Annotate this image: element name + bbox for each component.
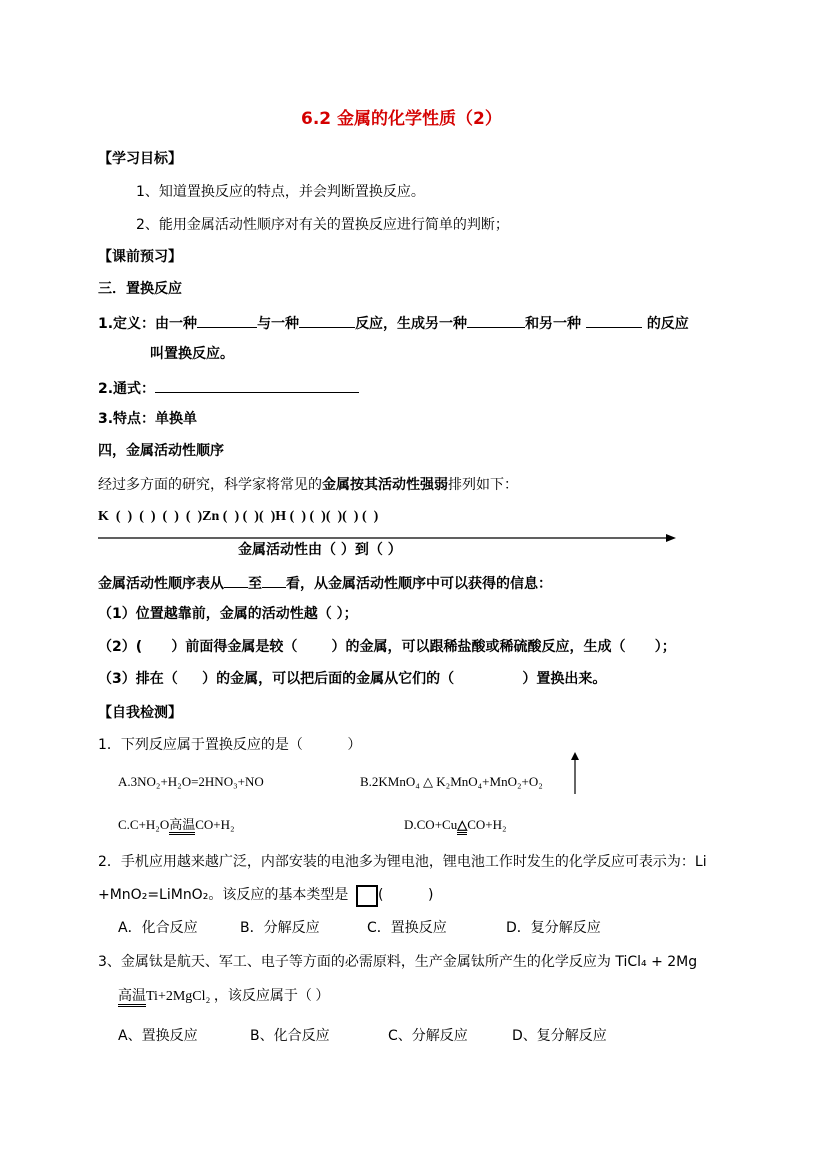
answer-box[interactable] bbox=[356, 885, 378, 907]
up-arrow bbox=[568, 752, 582, 796]
objective-1: 1、知道置换反应的特点，并会判断置换反应。 bbox=[136, 184, 425, 200]
q1-stem: 1．下列反应属于置换反应的是（ ） bbox=[98, 737, 362, 753]
order-b: 至 bbox=[248, 576, 262, 592]
arrow-label: 金属活动性由（ ）到（ ） bbox=[238, 542, 402, 558]
order-line bbox=[98, 573, 552, 593]
q3-stem-1: 3、金属钛是航天、军工、电子等方面的必需原料，生产金属钛所产生的化学反应为 TiCl₄ + 2Mg bbox=[98, 954, 698, 970]
order-blank-1[interactable] bbox=[224, 573, 248, 588]
section-selfcheck: 【自我检测】 bbox=[98, 705, 182, 721]
formula-label: 2.通式： bbox=[98, 381, 156, 397]
q1-option-b[interactable]: B.2KMnO₄ △ K₂MnO₄+MnO₂+O₂ bbox=[360, 774, 543, 789]
q1-c-condition: 高温 bbox=[169, 817, 195, 835]
intro-a: 经过多方面的研究，科学家将常见的 bbox=[98, 477, 322, 493]
q2-option-b[interactable]: B．分解反应 bbox=[240, 920, 320, 936]
q3-products: Ti+2MgCl₂ ，该反应属于（ ） bbox=[146, 989, 330, 1004]
order-blank-2[interactable] bbox=[262, 573, 286, 588]
q3-option-b[interactable]: B、化合反应 bbox=[250, 1028, 330, 1044]
section-objectives: 【学习目标】 bbox=[98, 151, 182, 167]
info-1: （1）位置越靠前，金属的活动性越（ ）； bbox=[98, 606, 358, 622]
page-title: 6.2 金属的化学性质（2） bbox=[301, 109, 502, 129]
q3-option-d[interactable]: D、复分解反应 bbox=[512, 1028, 607, 1044]
feature-line: 3.特点：单换单 bbox=[98, 411, 198, 427]
q1-option-c[interactable] bbox=[118, 816, 235, 834]
blank-3[interactable] bbox=[467, 313, 525, 328]
order-a: 金属活动性顺序表从 bbox=[98, 576, 224, 592]
q3-option-c[interactable]: C、分解反应 bbox=[388, 1028, 468, 1044]
heading-activity-series: 四，金属活动性顺序 bbox=[98, 443, 224, 459]
def-part-b: 与一种 bbox=[257, 316, 300, 332]
q2-stem-2b: ( ) bbox=[378, 887, 434, 903]
q2-stem-1: 2．手机应用越来越广泛，内部安装的电池多为锂电池，锂电池工作时发生的化学反应可表示为：Li bbox=[98, 854, 707, 870]
intro-b: 金属按其活动性强弱 bbox=[322, 477, 448, 493]
section-preview: 【课前预习】 bbox=[98, 249, 182, 265]
q1-c-products: CO+H₂ bbox=[195, 817, 235, 832]
q1-option-d[interactable] bbox=[404, 816, 507, 834]
intro-line bbox=[98, 476, 518, 494]
definition-line-2: 叫置换反应。 bbox=[150, 346, 234, 362]
q1-c-reactants: C.C+H₂O bbox=[118, 817, 170, 832]
q3-condition: 高温 bbox=[118, 988, 146, 1007]
q3-stem-2 bbox=[118, 987, 329, 1006]
def-part-a: 1.定义：由一种 bbox=[98, 316, 198, 332]
blank-2[interactable] bbox=[299, 313, 355, 328]
formula-blank[interactable] bbox=[155, 378, 359, 393]
blank-1[interactable] bbox=[197, 313, 257, 328]
q1-d-reactants: D.CO+Cu bbox=[404, 817, 458, 832]
q2-option-a[interactable]: A．化合反应 bbox=[118, 920, 198, 936]
info-3: （3）排在（ ）的金属，可以把后面的金属从它们的（ ）置换出来。 bbox=[98, 671, 607, 687]
series-line: K ( ) ( ) ( ) ( )Zn ( ) ( )( )H ( ) ( )( )( ) ( ) bbox=[98, 509, 379, 524]
def-part-e: 的反应 bbox=[646, 316, 689, 332]
formula-line bbox=[98, 378, 359, 398]
q1-d-condition: △ bbox=[457, 817, 467, 835]
def-part-d: 和另一种 bbox=[525, 316, 582, 332]
objective-2: 2、能用金属活动性顺序对有关的置换反应进行简单的判断； bbox=[136, 217, 509, 233]
q2-option-c[interactable]: C．置换反应 bbox=[367, 920, 447, 936]
definition-line bbox=[98, 313, 689, 333]
q2-stem-2a: +MnO₂=LiMnO₂。该反应的基本类型是 bbox=[98, 887, 349, 903]
q1-d-products: CO+H₂ bbox=[467, 817, 507, 832]
blank-4[interactable] bbox=[586, 313, 642, 328]
q1-option-a[interactable]: A.3NO₂+H₂O=2HNO₃+NO bbox=[118, 774, 264, 789]
q2-option-d[interactable]: D．复分解反应 bbox=[506, 920, 601, 936]
def-part-c: 反应，生成另一种 bbox=[355, 316, 468, 332]
intro-c: 排列如下： bbox=[448, 477, 518, 493]
q3-option-a[interactable]: A、置换反应 bbox=[118, 1028, 198, 1044]
info-2: （2）( ）前面得金属是较（ ）的金属，可以跟稀盐酸或稀硫酸反应，生成（ ）； bbox=[98, 639, 676, 655]
heading-displacement: 三．置换反应 bbox=[98, 281, 182, 297]
order-c: 看，从金属活动性顺序中可以获得的信息： bbox=[286, 576, 552, 592]
